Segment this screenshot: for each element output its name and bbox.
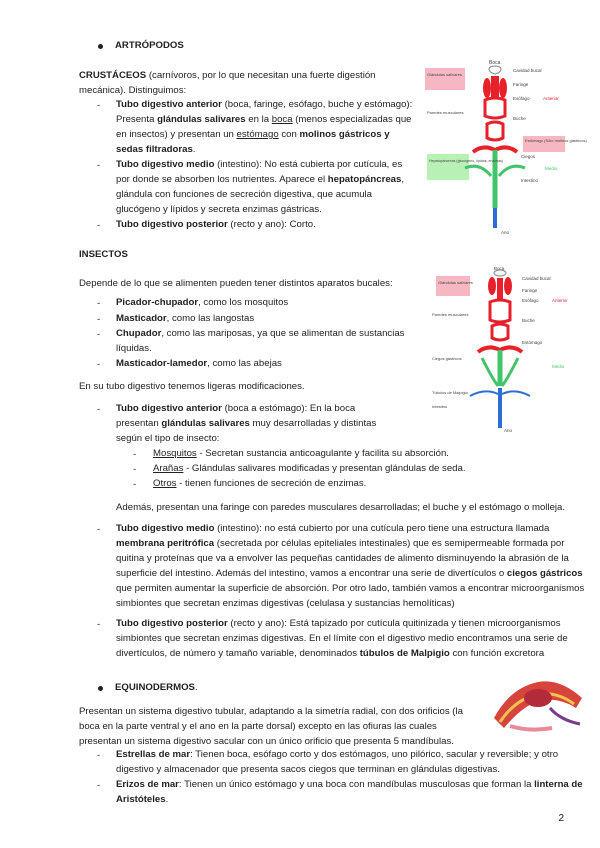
dash: - [97, 329, 101, 340]
fig1-boca: Boca [489, 60, 501, 66]
fig1-label: Faringe [513, 82, 529, 87]
underlined-term: estómago [236, 129, 279, 140]
insect-posterior [116, 616, 586, 661]
text: con función excretora [449, 648, 545, 659]
dash: - [97, 100, 101, 111]
term: glándulas salivares [161, 418, 250, 429]
insect-type [116, 326, 416, 356]
glandula-der [499, 78, 507, 98]
crustaceos-title: CRUSTÁCEOS [79, 70, 147, 81]
heading-artropodos: ARTRÓPODOS [115, 40, 184, 51]
term: linterna de Aristóteles [116, 779, 583, 805]
insect-anterior [116, 401, 386, 446]
text: (menos especializadas que en insectos) y presentan un [116, 114, 412, 140]
fig2-left-label: Intestino [432, 404, 448, 409]
crust-item-posterior [116, 217, 414, 232]
insect-sub [153, 461, 553, 476]
crustaceos-intro: (carnívoros, por lo que necesitan una fuerte digestión mecánica). Distinguimos: [79, 70, 376, 96]
glandula-der [504, 277, 512, 295]
bullet-dot [98, 686, 103, 691]
fig2-left-label: Glándulas salivares [438, 280, 473, 285]
term: Tubo digestivo medio [116, 523, 215, 534]
dash: - [97, 404, 101, 415]
underlined-term: Mosquitos [153, 448, 197, 459]
text: , como las langostas [166, 313, 255, 324]
text: . [165, 794, 169, 805]
insect-sub [153, 446, 553, 461]
fig2-label: Buche [522, 318, 535, 323]
insect-digestive-diagram [430, 268, 580, 436]
text: , como las abejas [207, 358, 282, 369]
term: Masticador [116, 313, 167, 324]
insect-type [116, 356, 416, 371]
text: (boca a estómago): En la boca presentan [116, 403, 356, 429]
term: túbulos de Malpigio [359, 648, 450, 659]
dash: - [97, 314, 101, 325]
text: , como los mosquitos [198, 297, 289, 308]
fig1-label: Estómago (Sólo molinos gástricos) [525, 138, 587, 143]
insect-sub [153, 476, 553, 491]
underlined-term: Arañas [153, 463, 184, 474]
dash: - [97, 298, 101, 309]
underlined-term: boca [271, 114, 293, 125]
equinodermos-intro: Presentan un sistema digestivo tubular, adaptando a la simetría radial, con dos orificios (la boca en la parte ventral y el ano en la parte dorsal) excepto en las ofiuras las cuales presentan un sistema digestivo sacular con un único orificio que presenta 5 mandíbulas. [79, 706, 463, 747]
heading-equinodermos: EQUINODERMOS. [115, 682, 198, 693]
page-number: 2 [558, 813, 564, 824]
buche [485, 98, 505, 118]
term: Tubo digestivo anterior [116, 99, 222, 110]
equino-item [116, 777, 586, 807]
term: membrana peritrófica [116, 538, 215, 549]
dash: - [97, 780, 101, 791]
fig1-label: Buche [513, 116, 526, 121]
fig2-label: Ano [504, 428, 513, 433]
term: molinos gástricos y sedas filtradoras [116, 129, 390, 155]
dash: - [97, 750, 101, 761]
bullet-dot [98, 44, 103, 49]
term: Picador-chupador [116, 297, 199, 308]
fig2-label: Faringe [522, 288, 538, 293]
text: (secretada por células epiteliales intestinales) que es semipermeable formada por quitina y proteínas que va a envolver las pequeñas cantidades de alimento disminuyendo la abrasión de la superficie del intestino. Además del intestino, vamos a encontrar una serie de divertículos o [116, 538, 569, 579]
estomago [487, 122, 503, 140]
text: muy desarrolladas y distintas según el tipo de insecto: [116, 418, 377, 444]
dash: - [133, 479, 137, 490]
text: . [192, 144, 196, 155]
heading-insectos: INSECTOS [79, 249, 128, 260]
dash: - [133, 464, 137, 475]
term: Tubo digestivo posterior [116, 219, 228, 230]
text: : Tienen un único estómago y una boca con mandíbulas musculosas que forman la [178, 779, 535, 790]
dash: - [97, 220, 101, 231]
fig2-label: Cavidad bucal [522, 276, 551, 281]
glandula-izq [483, 78, 491, 98]
text: (recto y ano): Está tapizado por cutícula quitinizada y tienen microorganismos simbiontes que secretan enzimas digestivas. En el límite con el digestivo medio encontramos una serie de divertículos, de número y tamaño variable, denominados [116, 618, 568, 659]
underlined-term: Otros [153, 478, 177, 489]
buche [490, 300, 510, 322]
dash: - [97, 359, 101, 370]
term: Chupador [116, 328, 162, 339]
text: con [278, 129, 300, 140]
boca-shape [489, 66, 501, 74]
fig1-left-label: Glándulas salivares [427, 72, 462, 77]
insect-medio [116, 521, 586, 611]
dash: - [97, 619, 101, 630]
fig1-label: Medio [545, 166, 558, 171]
label-box-salivares [436, 276, 470, 296]
estomago [492, 324, 508, 340]
heading-text: EQUINODERMOS [115, 682, 195, 693]
fig2-label: Medio [552, 364, 565, 369]
fig2-left-label: Ciegos gástricos [432, 356, 462, 361]
text: - Secretan sustancia anticoagulante y facilita su absorción. [196, 448, 449, 459]
text: , glándula con funciones de secreción digestiva, que acumula glucógeno y lípidos y secreta enzimas gástricas. [116, 174, 405, 215]
text: que permiten aumentar la superficie de absorción. Por otro lado, también vamos a encontrar microorganismos simbiontes que secretan enzimas digestivas (celulasa y sustancias hemolíticas) [116, 583, 585, 609]
fig2-left-label: Paredes musculares [432, 312, 469, 317]
fig1-label: Anterior [543, 96, 559, 101]
text: en la [245, 114, 272, 125]
fig2-label: Estómago [522, 340, 543, 345]
dash: - [97, 160, 101, 171]
insect-type [116, 311, 416, 326]
insectos-mods: En su tubo digestivo tenemos ligeras modificaciones. [79, 381, 305, 392]
fig2-boca: Boca [494, 266, 505, 271]
crust-item-medio [116, 157, 414, 217]
term: Erizos de mar [116, 779, 179, 790]
insect-type [116, 295, 416, 310]
crustacean-digestive-diagram [425, 58, 587, 238]
crust-item-anterior [116, 97, 414, 157]
fig1-label: Ano [501, 230, 510, 235]
term: Tubo digestivo medio [116, 159, 215, 170]
fig1-label: Cavidad bucal [513, 68, 542, 73]
fig1-label: Intestino [521, 178, 539, 183]
text: (intestino): No está cubierta por cutícula, es por donde se absorben los nutrientes. Aparece el [116, 159, 403, 185]
esofago [491, 76, 499, 98]
crustaceos-paragraph [79, 68, 409, 98]
text: : Tienen boca, esófago corto y dos estómagos, uno pilórico, sacular y reversible; y otro digestivo y almacenador que presenta sacos ciegos que terminan en glándulas digestivas. [116, 749, 559, 775]
fig2-label: Esófago [522, 298, 539, 303]
fig1-left-label: Paredes musculares [427, 110, 464, 115]
text: (boca, faringe, esófago, buche y estómago): Presenta [116, 99, 413, 125]
fig1-label: Ciegos [521, 154, 536, 159]
term: Tubo digestivo anterior [116, 403, 222, 414]
term: Tubo digestivo posterior [116, 618, 228, 629]
term: Estrellas de mar [116, 749, 191, 760]
equino-item [116, 747, 586, 777]
term: glándulas salivares [157, 114, 246, 125]
fig2-label: Anterior [552, 298, 568, 303]
dash: - [97, 524, 101, 535]
dash: - [133, 449, 137, 460]
fig2-left-label: Túbulos de Malpigio [432, 390, 468, 395]
text: , como las mariposas, ya que se alimentan de sustancias líquidas. [116, 328, 405, 354]
starfish-anatomy-illustration [490, 668, 586, 738]
glandula-izq [488, 277, 496, 295]
fig1-label: Esófago [513, 96, 530, 101]
label-box-hepatopancreas [427, 154, 469, 180]
text: - tienen funciones de secreción de enzimas. [176, 478, 367, 489]
stomach [524, 689, 552, 707]
term: hepatopáncreas [327, 174, 402, 185]
insectos-intro: Depende de lo que se alimenten pueden tener distintos aparatos bucales: [79, 278, 393, 289]
esofago [497, 278, 503, 300]
text: (recto y ano): Corto. [227, 219, 316, 230]
term: ciegos gástricos [506, 568, 583, 579]
text: (intestino): no está cubierto por una cutícula pero tiene una estructura llamada [214, 523, 550, 534]
fig1-left-label: Hepatopáncreas (glucógeno, lípidos, enzimas) [429, 159, 504, 163]
text: - Glándulas salivares modificadas y presentan glándulas de seda. [183, 463, 466, 474]
insect-faringe: Además, presentan una faringe con paredes musculares desarrolladas; el buche y el estómago o molleja. [116, 502, 566, 513]
term: Masticador-lamedor [116, 358, 208, 369]
